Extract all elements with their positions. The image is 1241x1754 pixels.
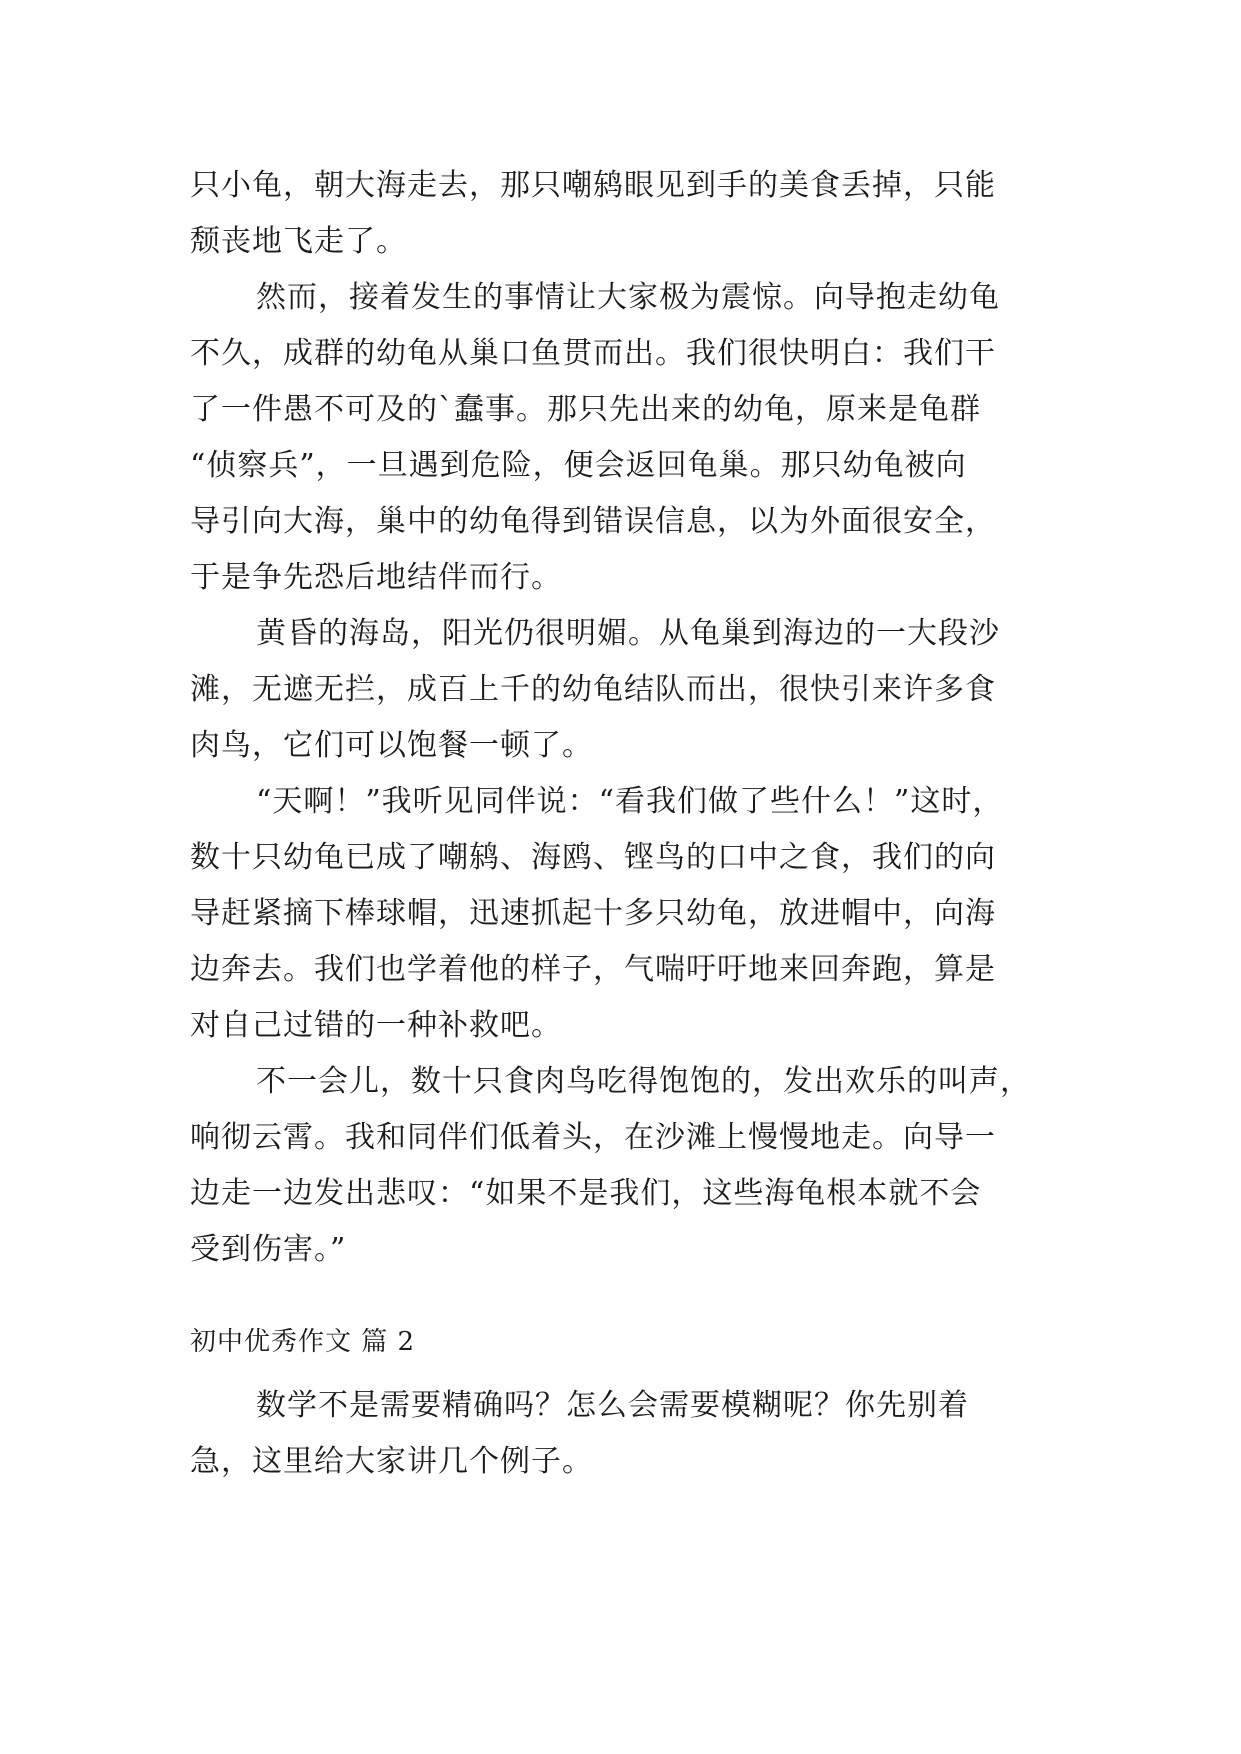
text-line: 于是争先恐后地结伴而行。 [190,560,562,595]
text-line: 边走一边发出悲叹：“如果不是我们，这些海龟根本就不会 [190,1176,982,1211]
text-line: 受到伤害。” [190,1232,347,1267]
text-line: 导引向大海，巢中的幼龟得到错误信息，以为外面很安全， [190,504,996,539]
text-line: 肉鸟，它们可以饱餐一顿了。 [190,728,593,763]
text-line: 边奔去。我们也学着他的样子，气喘吁吁地来回奔跑，算是 [190,952,996,987]
section-heading: 初中优秀作文 篇 2 [190,1327,416,1357]
paragraph [190,1054,1052,1278]
text-line: 数十只幼龟已成了嘲鸫、海鸥、铿鸟的口中之食，我们的向 [190,840,996,875]
text-line: 滩，无遮无拦，成百上千的幼龟结队而出，很快引来许多食 [190,672,996,707]
paragraph [190,774,1052,1054]
text-line: 导赶紧摘下棒球帽，迅速抓起十多只幼龟，放进帽中，向海 [190,896,996,931]
text-line: 急，这里给大家讲几个例子。 [190,1444,593,1479]
text-line: 了一件愚不可及的`蠢事。那只先出来的幼龟，原来是龟群 [190,392,981,427]
text-line: 不一会儿，数十只食肉鸟吃得饱饱的，发出欢乐的叫声， [256,1064,1031,1099]
document-page [190,158,1052,1490]
text-line: 不久，成群的幼龟从巢口鱼贯而出。我们很快明白：我们干 [190,336,996,371]
paragraph [190,158,1052,270]
essay-body [190,158,1052,1278]
paragraph [190,270,1052,606]
text-line: “天啊！”我听见同伴说：“看我们做了些什么！”这时， [256,784,1004,819]
paragraph [190,606,1052,774]
text-line: 对自己过错的一种补救吧。 [190,1008,562,1043]
text-line: 颓丧地飞走了。 [190,224,407,259]
paragraph [190,1378,1052,1490]
text-line: 数学不是需要精确吗？怎么会需要模糊呢？你先别着 [256,1388,969,1423]
text-line: “侦察兵”，一旦遇到危险，便会返回龟巢。那只幼龟被向 [190,448,967,483]
text-line: 然而，接着发生的事情让大家极为震惊。向导抱走幼龟 [256,280,1000,315]
text-line: 黄昏的海岛，阳光仍很明媚。从龟巢到海边的一大段沙 [256,616,1000,651]
essay-body-continued [190,1378,1052,1490]
text-line: 响彻云霄。我和同伴们低着头，在沙滩上慢慢地走。向导一 [190,1120,996,1155]
text-line: 只小龟，朝大海走去，那只嘲鸫眼见到手的美食丢掉，只能 [190,168,996,203]
